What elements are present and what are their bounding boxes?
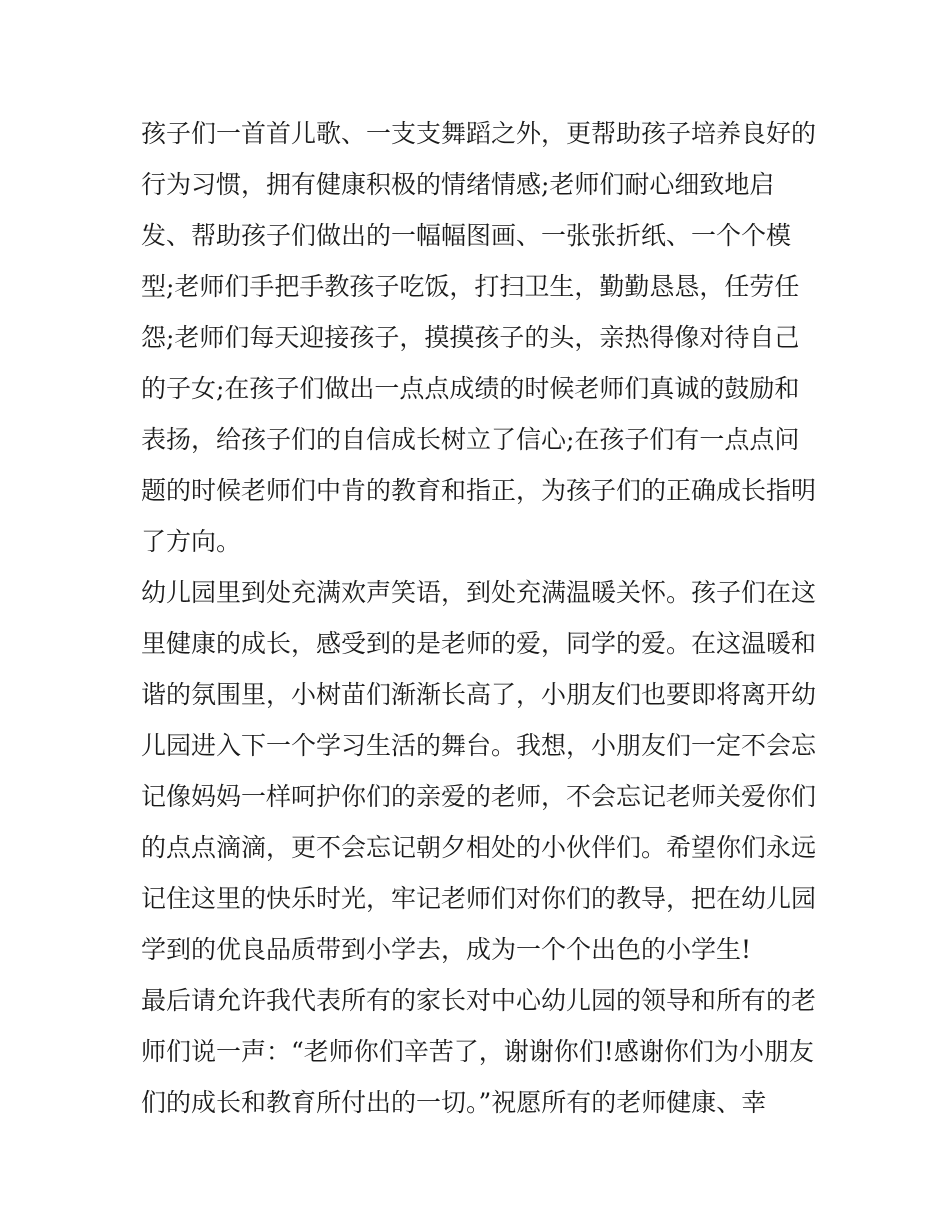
- text-line: 儿园进入下一个学习生活的舞台。我想，小朋友们一定不会忘: [141, 731, 817, 760]
- text-line: 行为习惯，拥有健康积极的情绪情感;老师们耐心细致地启: [141, 170, 775, 199]
- text-line: 谐的氛围里，小树苗们渐渐长高了，小朋友们也要即将离开幼: [141, 680, 817, 709]
- body-text: [141, 108, 821, 1128]
- text-line: 发、帮助孩子们做出的一幅幅图画、一张张折纸、一个个模: [141, 221, 792, 250]
- text-line: 孩子们一首首儿歌、一支支舞蹈之外，更帮助孩子培养良好的: [141, 119, 817, 148]
- text-line: 的子女;在孩子们做出一点点成绩的时候老师们真诚的鼓励和: [141, 374, 800, 403]
- text-line: 表扬，给孩子们的自信成长树立了信心;在孩子们有一点点问: [141, 425, 800, 454]
- text-line: 最后请允许我代表所有的家长对中心幼儿园的领导和所有的老: [141, 986, 817, 1015]
- text-line: 记像妈妈一样呵护你们的亲爱的老师，不会忘记老师关爱你们: [141, 782, 817, 811]
- text-line: 里健康的成长，感受到的是老师的爱，同学的爱。在这温暖和: [141, 629, 817, 658]
- text-line: 题的时候老师们中肯的教育和指正，为孩子们的正确成长指明: [141, 476, 817, 505]
- text-line: 型;老师们手把手教孩子吃饭，打扫卫生，勤勤恳恳，任劳任: [141, 272, 800, 301]
- text-line: 了方向。: [141, 527, 242, 556]
- text-line: 幼儿园里到处充满欢声笑语，到处充满温暖关怀。孩子们在这: [141, 578, 817, 607]
- text-line: 学到的优良品质带到小学去，成为一个个出色的小学生!: [141, 935, 752, 964]
- text-line: 记住这里的快乐时光，牢记老师们对你们的教导，把在幼儿园: [141, 884, 817, 913]
- text-line: 师们说一声：“老师你们辛苦了，谢谢你们!感谢你们为小朋友: [141, 1037, 814, 1066]
- text-line: 的点点滴滴，更不会忘记朝夕相处的小伙伴们。希望你们永远: [141, 833, 817, 862]
- text-line: 怨;老师们每天迎接孩子，摸摸孩子的头，亲热得像对待自己: [141, 323, 800, 352]
- text-line: 们的成长和教育所付出的一切。”祝愿所有的老师健康、幸: [141, 1088, 767, 1117]
